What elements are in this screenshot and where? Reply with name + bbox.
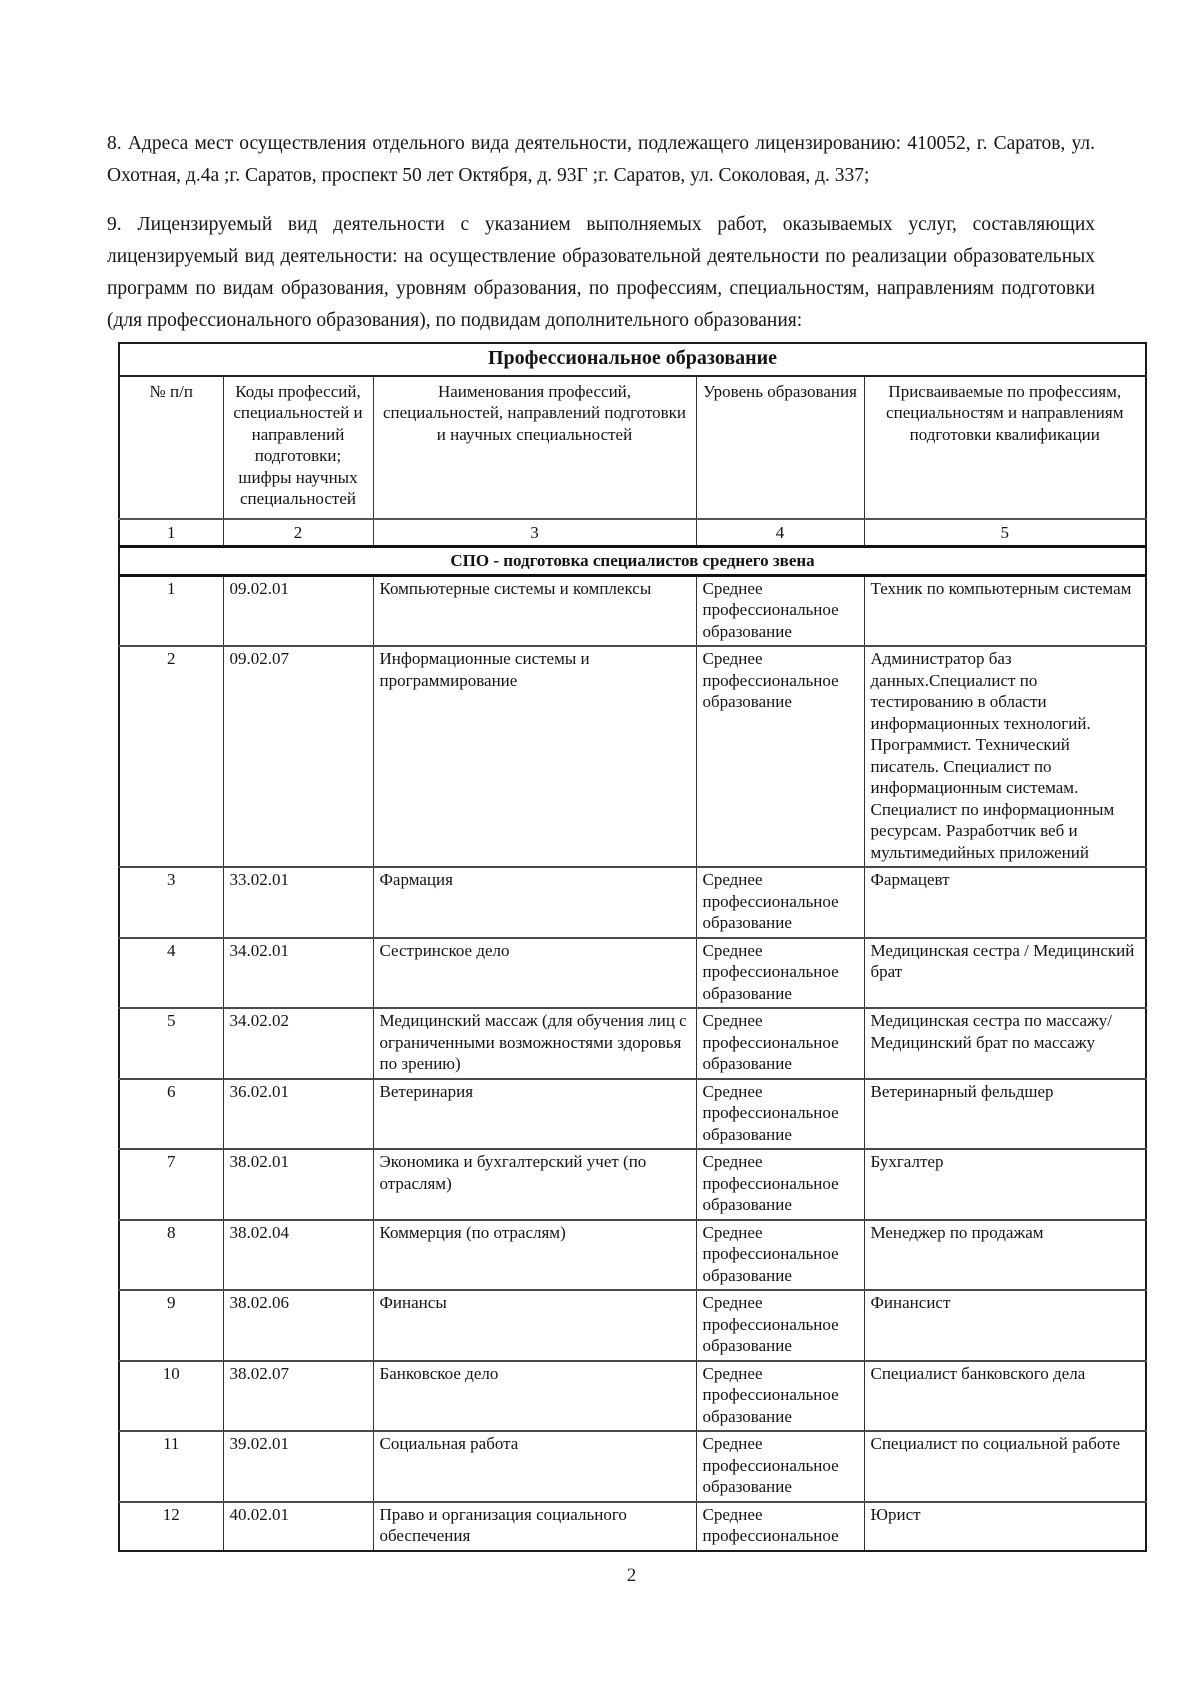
cell-level: Среднее профессиональное xyxy=(696,1502,864,1551)
cell-qualification: Специалист банковского дела xyxy=(864,1361,1146,1432)
table-row xyxy=(119,1502,1146,1551)
cell-level: Среднее профессиональное образование xyxy=(696,1008,864,1079)
cell-level: Среднее профессиональное образование xyxy=(696,1361,864,1432)
cell-code: 09.02.01 xyxy=(223,575,373,646)
table-row xyxy=(119,1149,1146,1220)
section-header: СПО - подготовка специалистов среднего звена xyxy=(119,547,1146,576)
cell-qualification: Менеджер по продажам xyxy=(864,1220,1146,1291)
cell-name: Коммерция (по отраслям) xyxy=(373,1220,696,1291)
cell-name: Сестринское дело xyxy=(373,938,696,1009)
cell-name: Социальная работа xyxy=(373,1431,696,1502)
column-number-3: 3 xyxy=(373,519,696,547)
table-row xyxy=(119,1008,1146,1079)
table-header-row xyxy=(119,376,1146,519)
cell-code: 38.02.04 xyxy=(223,1220,373,1291)
column-header-qualifications: Присваиваемые по профессиям, специальностям и направлениям подготовки квалификации xyxy=(864,376,1146,519)
cell-level: Среднее профессиональное образование xyxy=(696,1220,864,1291)
cell-code: 34.02.01 xyxy=(223,938,373,1009)
column-number-5: 5 xyxy=(864,519,1146,547)
column-numbers-row xyxy=(119,519,1146,547)
cell-row-number: 7 xyxy=(119,1149,223,1220)
table-row xyxy=(119,1361,1146,1432)
cell-qualification: Финансист xyxy=(864,1290,1146,1361)
table-row xyxy=(119,1431,1146,1502)
cell-row-number: 3 xyxy=(119,867,223,938)
paragraph-9: 9. Лицензируемый вид деятельности с указанием выполняемых работ, оказываемых услуг, составляющих лицензируемый вид деятельности: на осуществление образовательной деятельности по реализации образовательных программ по видам образования, уровням образования, по профессиям, специальностям, направлениям подготовки (для профессионального образования), по подвидам дополнительного образования: xyxy=(107,214,1095,331)
cell-level: Среднее профессиональное образование xyxy=(696,1290,864,1361)
cell-row-number: 8 xyxy=(119,1220,223,1291)
cell-row-number: 2 xyxy=(119,646,223,867)
cell-qualification: Ветеринарный фельдшер xyxy=(864,1079,1146,1150)
table-title-row xyxy=(119,343,1146,376)
table-title: Профессиональное образование xyxy=(119,343,1146,376)
cell-code: 40.02.01 xyxy=(223,1502,373,1551)
table-row xyxy=(119,938,1146,1009)
cell-code: 33.02.01 xyxy=(223,867,373,938)
cell-code: 38.02.06 xyxy=(223,1290,373,1361)
cell-name: Банковское дело xyxy=(373,1361,696,1432)
cell-name: Ветеринария xyxy=(373,1079,696,1150)
column-header-number: № п/п xyxy=(119,376,223,519)
cell-code: 39.02.01 xyxy=(223,1431,373,1502)
cell-qualification: Фармацевт xyxy=(864,867,1146,938)
cell-name: Медицинский массаж (для обучения лиц с ограниченными возможностями здоровья по зрению) xyxy=(373,1008,696,1079)
column-number-2: 2 xyxy=(223,519,373,547)
professional-education-table xyxy=(118,342,1147,1552)
cell-name: Фармация xyxy=(373,867,696,938)
cell-row-number: 4 xyxy=(119,938,223,1009)
table-row xyxy=(119,1220,1146,1291)
cell-qualification: Медицинская сестра / Медицинский брат xyxy=(864,938,1146,1009)
cell-name: Экономика и бухгалтерский учет (по отраслям) xyxy=(373,1149,696,1220)
page-number: 2 xyxy=(626,1564,637,1586)
cell-level: Среднее профессиональное образование xyxy=(696,1149,864,1220)
cell-row-number: 6 xyxy=(119,1079,223,1150)
cell-level: Среднее профессиональное образование xyxy=(696,1079,864,1150)
table-row xyxy=(119,575,1146,646)
cell-qualification: Техник по компьютерным системам xyxy=(864,575,1146,646)
section-header-row xyxy=(119,547,1146,576)
column-number-1: 1 xyxy=(119,519,223,547)
cell-qualification: Специалист по социальной работе xyxy=(864,1431,1146,1502)
table-row xyxy=(119,1079,1146,1150)
cell-level: Среднее профессиональное образование xyxy=(696,938,864,1009)
cell-code: 36.02.01 xyxy=(223,1079,373,1150)
cell-row-number: 10 xyxy=(119,1361,223,1432)
cell-code: 38.02.07 xyxy=(223,1361,373,1432)
cell-row-number: 5 xyxy=(119,1008,223,1079)
column-header-level: Уровень образования xyxy=(696,376,864,519)
cell-name: Компьютерные системы и комплексы xyxy=(373,575,696,646)
table-row xyxy=(119,867,1146,938)
table-row xyxy=(119,1290,1146,1361)
cell-row-number: 9 xyxy=(119,1290,223,1361)
table-row xyxy=(119,646,1146,867)
paragraph-8: 8. Адреса мест осуществления отдельного вида деятельности, подлежащего лицензированию: 410052, г. Саратов, ул. Охотная, д.4а ;г. Саратов, проспект 50 лет Октября, д. 93Г ;г. Саратов, ул. Соколовая, д. 337; xyxy=(107,133,1095,186)
cell-row-number: 11 xyxy=(119,1431,223,1502)
cell-qualification: Медицинская сестра по массажу/Медицинский брат по массажу xyxy=(864,1008,1146,1079)
column-header-codes: Коды профессий, специальностей и направлений подготовки; шифры научных специальностей xyxy=(223,376,373,519)
cell-row-number: 12 xyxy=(119,1502,223,1551)
cell-code: 09.02.07 xyxy=(223,646,373,867)
column-number-4: 4 xyxy=(696,519,864,547)
cell-code: 38.02.01 xyxy=(223,1149,373,1220)
column-header-names: Наименования профессий, специальностей, направлений подготовки и научных специальностей xyxy=(373,376,696,519)
cell-code: 34.02.02 xyxy=(223,1008,373,1079)
cell-qualification: Бухгалтер xyxy=(864,1149,1146,1220)
cell-level: Среднее профессиональное образование xyxy=(696,646,864,867)
cell-level: Среднее профессиональное образование xyxy=(696,575,864,646)
cell-level: Среднее профессиональное образование xyxy=(696,1431,864,1502)
cell-name: Информационные системы и программирование xyxy=(373,646,696,867)
cell-qualification: Администратор баз данных.Специалист по тестированию в области информационных технологий. Программист. Технический писатель. Специалист по информационным системам. Специалист по информационным ресурсам. Разработчик веб и мультимедийных приложений xyxy=(864,646,1146,867)
cell-level: Среднее профессиональное образование xyxy=(696,867,864,938)
cell-name: Финансы xyxy=(373,1290,696,1361)
cell-qualification: Юрист xyxy=(864,1502,1146,1551)
cell-name: Право и организация социального обеспечения xyxy=(373,1502,696,1551)
cell-row-number: 1 xyxy=(119,575,223,646)
